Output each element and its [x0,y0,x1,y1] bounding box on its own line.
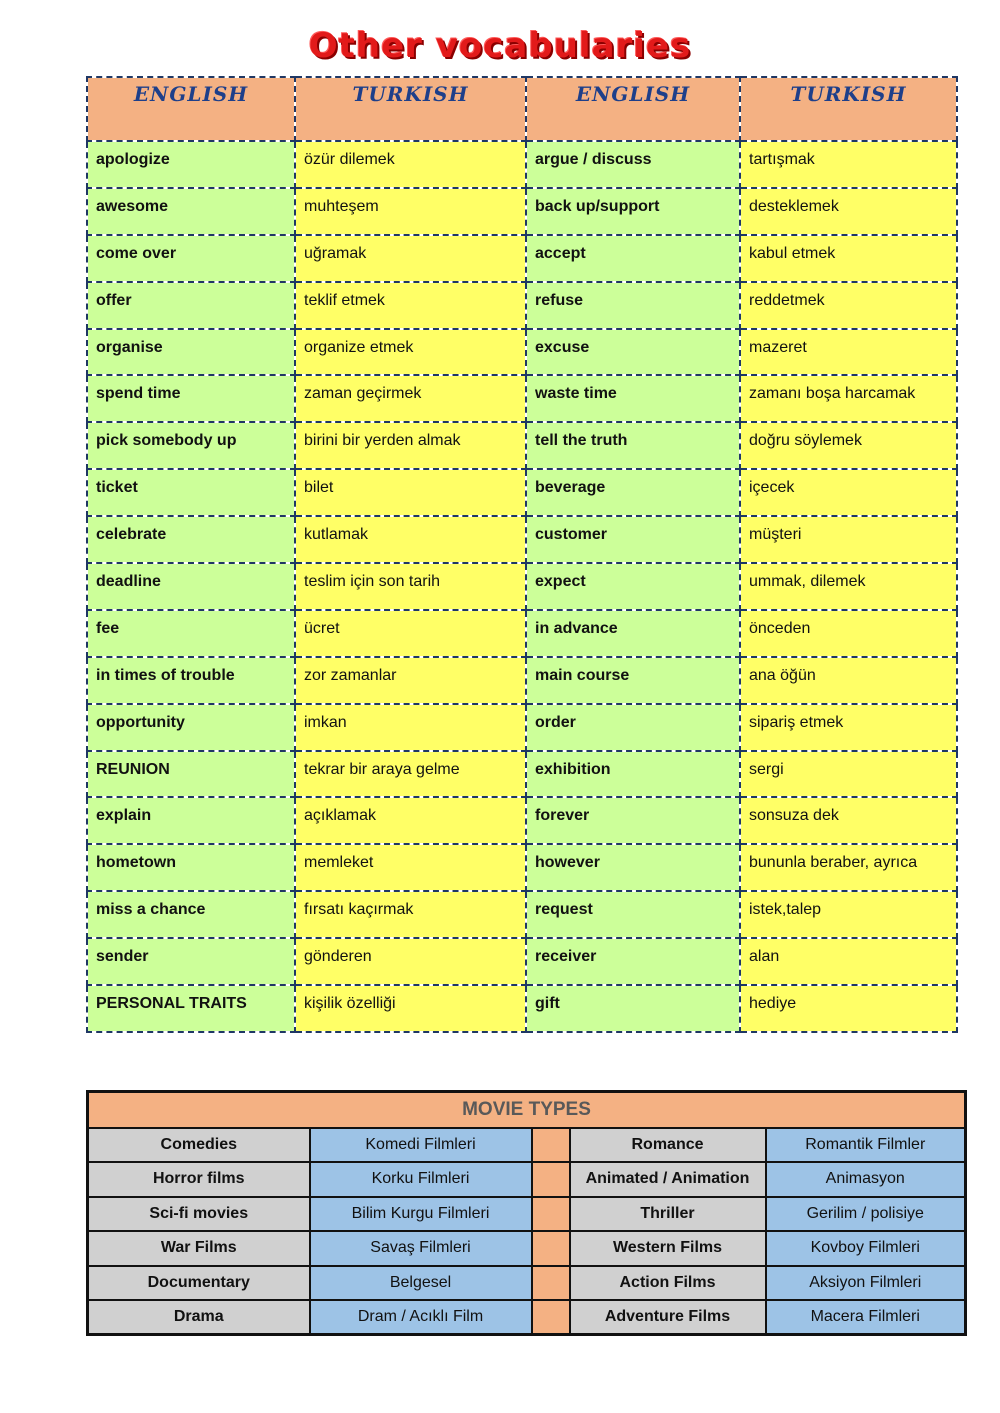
movie-type-english-cell: War Films [88,1231,310,1266]
movie-type-spacer [532,1162,570,1197]
english-word-cell: miss a chance [87,891,295,938]
movie-type-spacer [532,1300,570,1335]
vocabulary-row [87,141,957,188]
turkish-meaning-cell: uğramak [295,235,526,282]
turkish-meaning-cell: kutlamak [295,516,526,563]
movie-type-english-cell: Drama [88,1300,310,1335]
movie-type-english-cell: Adventure Films [570,1300,766,1335]
turkish-meaning-cell: teklif etmek [295,282,526,329]
turkish-meaning-cell: istek,talep [740,891,957,938]
english-word-cell: REUNION [87,751,295,798]
turkish-meaning-cell: ana öğün [740,657,957,704]
turkish-meaning-cell: zamanı boşa harcamak [740,375,957,422]
turkish-meaning-cell: imkan [295,704,526,751]
vocabulary-header-row [87,77,957,141]
turkish-meaning-cell: desteklemek [740,188,957,235]
movie-type-row [88,1197,966,1232]
turkish-meaning-cell: sipariş etmek [740,704,957,751]
vocabulary-row [87,235,957,282]
english-word-cell: come over [87,235,295,282]
movie-type-turkish-cell: Belgesel [310,1266,532,1301]
english-word-cell: customer [526,516,740,563]
english-word-cell: request [526,891,740,938]
vocabulary-row [87,188,957,235]
turkish-meaning-cell: hediye [740,985,957,1032]
movie-type-english-cell: Romance [570,1128,766,1163]
turkish-meaning-cell: içecek [740,469,957,516]
vocabulary-row [87,704,957,751]
english-word-cell: excuse [526,329,740,376]
movie-type-english-cell: Animated / Animation [570,1162,766,1197]
turkish-meaning-cell: birini bir yerden almak [295,422,526,469]
movie-type-turkish-cell: Aksiyon Filmleri [766,1266,966,1301]
turkish-meaning-cell: gönderen [295,938,526,985]
turkish-meaning-cell: kabul etmek [740,235,957,282]
english-word-cell: apologize [87,141,295,188]
turkish-meaning-cell: açıklamak [295,797,526,844]
vocabulary-row [87,516,957,563]
vocabulary-row [87,422,957,469]
vocabulary-row [87,797,957,844]
movie-type-english-cell: Documentary [88,1266,310,1301]
movie-type-english-cell: Sci-fi movies [88,1197,310,1232]
header-turkish-1: TURKISH [295,77,526,141]
turkish-meaning-cell: ücret [295,610,526,657]
english-word-cell: deadline [87,563,295,610]
movie-type-english-cell: Comedies [88,1128,310,1163]
vocabulary-row [87,844,957,891]
turkish-meaning-cell: alan [740,938,957,985]
turkish-meaning-cell: memleket [295,844,526,891]
movie-type-turkish-cell: Gerilim / polisiye [766,1197,966,1232]
vocabulary-row [87,938,957,985]
english-word-cell: organise [87,329,295,376]
movie-type-row [88,1266,966,1301]
movie-type-spacer [532,1266,570,1301]
movie-type-spacer [532,1128,570,1163]
turkish-meaning-cell: muhteşem [295,188,526,235]
vocabulary-row [87,610,957,657]
turkish-meaning-cell: zor zamanlar [295,657,526,704]
movie-type-turkish-cell: Kovboy Filmleri [766,1231,966,1266]
turkish-meaning-cell: kişilik özelliği [295,985,526,1032]
turkish-meaning-cell: reddetmek [740,282,957,329]
vocabulary-row [87,563,957,610]
turkish-meaning-cell: ummak, dilemek [740,563,957,610]
movie-type-english-cell: Horror films [88,1162,310,1197]
vocabulary-row [87,329,957,376]
english-word-cell: order [526,704,740,751]
english-word-cell: expect [526,563,740,610]
english-word-cell: offer [87,282,295,329]
english-word-cell: back up/support [526,188,740,235]
header-turkish-2: TURKISH [740,77,957,141]
vocabulary-row [87,375,957,422]
english-word-cell: receiver [526,938,740,985]
english-word-cell: refuse [526,282,740,329]
turkish-meaning-cell: özür dilemek [295,141,526,188]
turkish-meaning-cell: tartışmak [740,141,957,188]
movie-type-turkish-cell: Bilim Kurgu Filmleri [310,1197,532,1232]
movie-type-english-cell: Western Films [570,1231,766,1266]
vocabulary-row [87,469,957,516]
vocabulary-row [87,751,957,798]
movie-types-header: MOVIE TYPES [88,1092,966,1128]
movie-type-row [88,1300,966,1335]
english-word-cell: spend time [87,375,295,422]
english-word-cell: waste time [526,375,740,422]
turkish-meaning-cell: tekrar bir araya gelme [295,751,526,798]
english-word-cell: in times of trouble [87,657,295,704]
turkish-meaning-cell: bilet [295,469,526,516]
english-word-cell: PERSONAL TRAITS [87,985,295,1032]
turkish-meaning-cell: bununla beraber, ayrıca [740,844,957,891]
english-word-cell: celebrate [87,516,295,563]
vocabulary-row [87,657,957,704]
movie-type-spacer [532,1231,570,1266]
turkish-meaning-cell: organize etmek [295,329,526,376]
movie-type-turkish-cell: Korku Filmleri [310,1162,532,1197]
english-word-cell: accept [526,235,740,282]
movie-type-turkish-cell: Komedi Filmleri [310,1128,532,1163]
turkish-meaning-cell: doğru söylemek [740,422,957,469]
english-word-cell: gift [526,985,740,1032]
english-word-cell: beverage [526,469,740,516]
movie-type-english-cell: Thriller [570,1197,766,1232]
english-word-cell: in advance [526,610,740,657]
turkish-meaning-cell: fırsatı kaçırmak [295,891,526,938]
vocabulary-table [86,76,958,1033]
movie-type-turkish-cell: Macera Filmleri [766,1300,966,1335]
movie-type-row [88,1231,966,1266]
movie-types-table [86,1090,967,1336]
vocabulary-row [87,282,957,329]
header-english-2: ENGLISH [526,77,740,141]
english-word-cell: ticket [87,469,295,516]
english-word-cell: explain [87,797,295,844]
movie-type-spacer [532,1197,570,1232]
turkish-meaning-cell: teslim için son tarih [295,563,526,610]
english-word-cell: exhibition [526,751,740,798]
movie-type-row [88,1128,966,1163]
movie-type-english-cell: Action Films [570,1266,766,1301]
turkish-meaning-cell: sonsuza dek [740,797,957,844]
turkish-meaning-cell: zaman geçirmek [295,375,526,422]
turkish-meaning-cell: sergi [740,751,957,798]
turkish-meaning-cell: müşteri [740,516,957,563]
turkish-meaning-cell: mazeret [740,329,957,376]
english-word-cell: fee [87,610,295,657]
vocabulary-row [87,985,957,1032]
movie-type-turkish-cell: Romantik Filmler [766,1128,966,1163]
english-word-cell: awesome [87,188,295,235]
english-word-cell: however [526,844,740,891]
english-word-cell: argue / discuss [526,141,740,188]
movie-type-row [88,1162,966,1197]
page-title: Other vocabularies [308,26,692,66]
english-word-cell: main course [526,657,740,704]
english-word-cell: hometown [87,844,295,891]
movie-type-turkish-cell: Animasyon [766,1162,966,1197]
english-word-cell: pick somebody up [87,422,295,469]
header-english-1: ENGLISH [87,77,295,141]
english-word-cell: forever [526,797,740,844]
turkish-meaning-cell: önceden [740,610,957,657]
english-word-cell: opportunity [87,704,295,751]
movie-type-turkish-cell: Dram / Acıklı Film [310,1300,532,1335]
english-word-cell: tell the truth [526,422,740,469]
vocabulary-row [87,891,957,938]
english-word-cell: sender [87,938,295,985]
movie-type-turkish-cell: Savaş Filmleri [310,1231,532,1266]
